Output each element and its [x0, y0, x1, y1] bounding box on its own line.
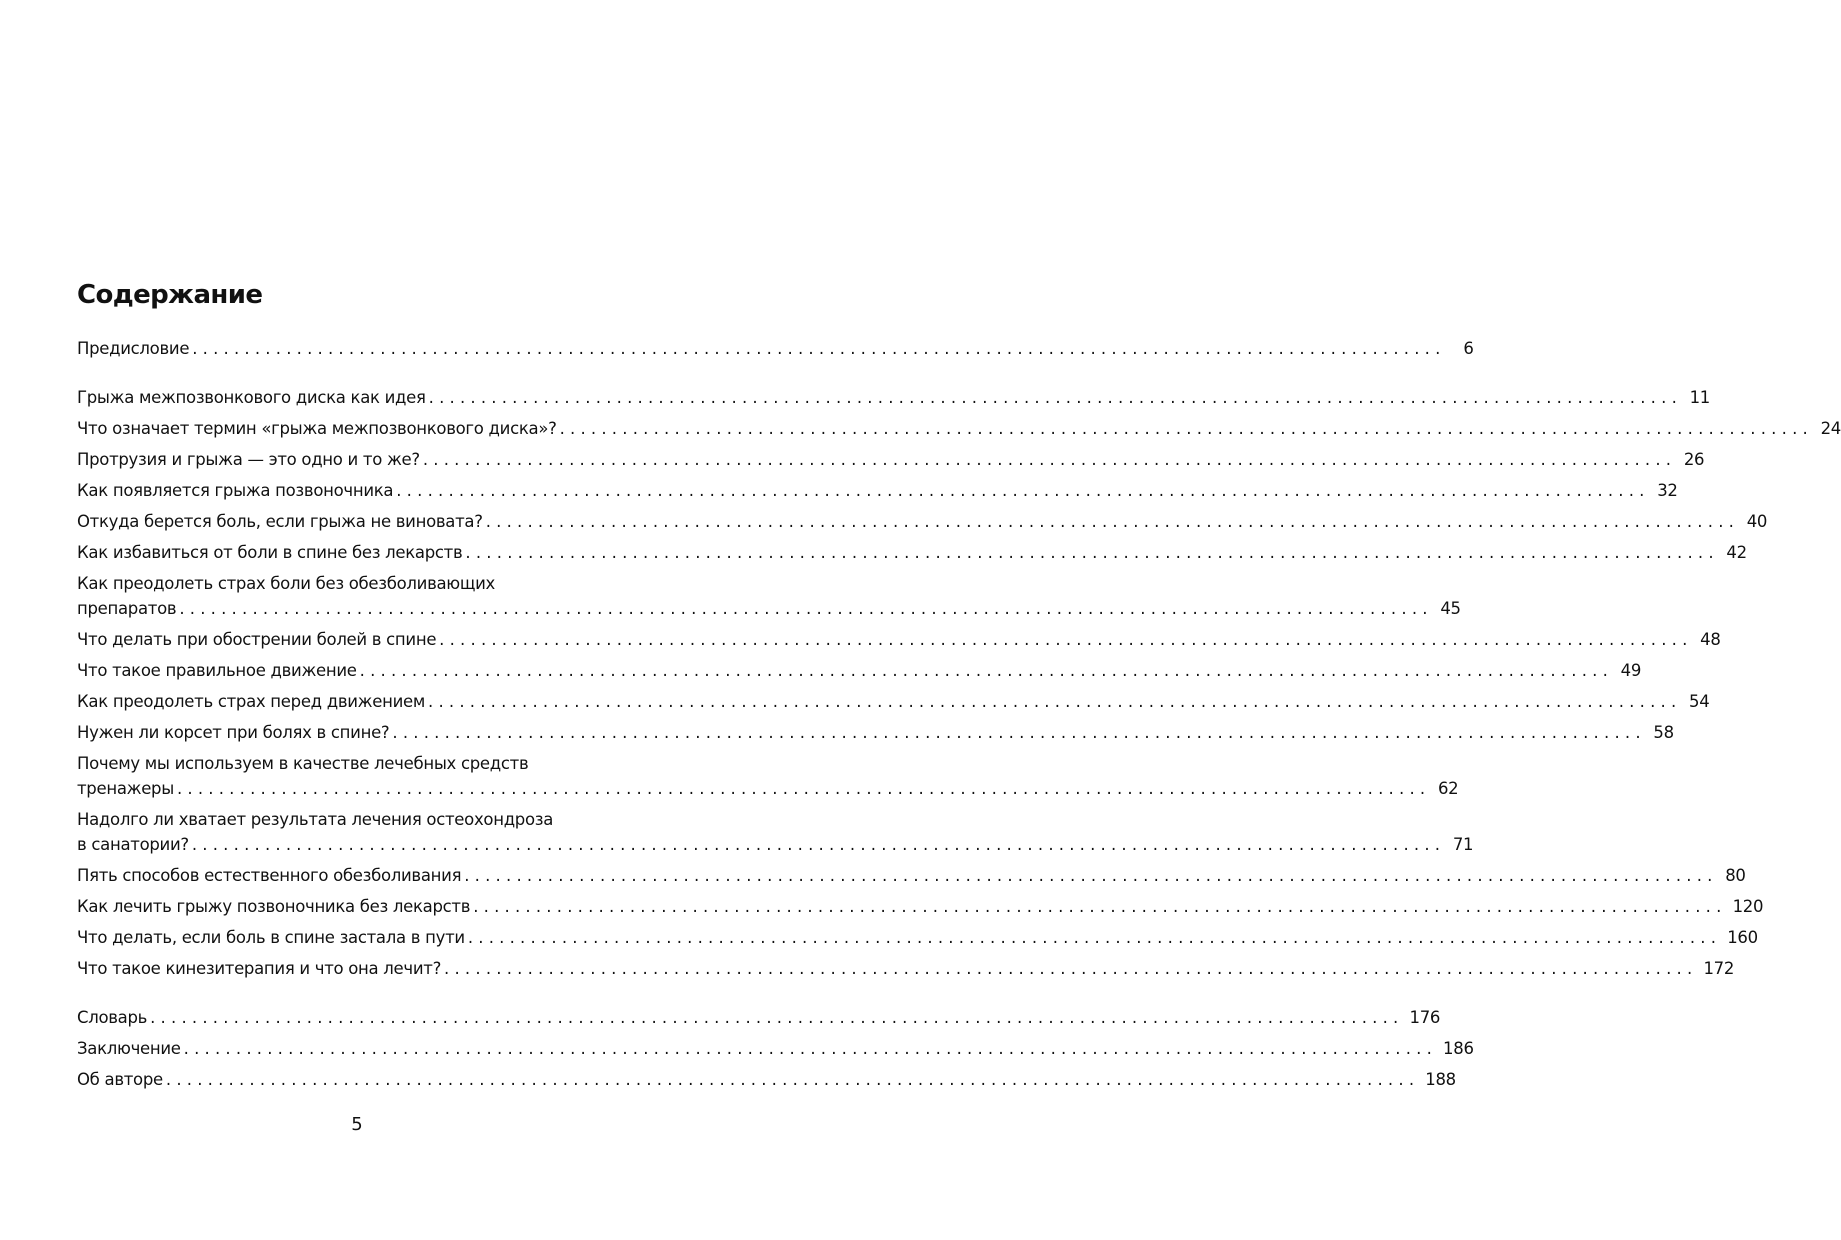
toc-entry-page: 186: [1443, 1039, 1474, 1058]
leader-dots: ........................................................................................................................: [485, 512, 1740, 531]
toc-entry-title-line: Почему мы используем в качестве лечебных средств: [77, 754, 529, 773]
toc-entry: [77, 540, 1747, 571]
toc-entry: [77, 807, 1474, 863]
toc-entry-title: Нужен ли корсет при болях в спине?: [77, 723, 390, 742]
toc-entry-page: 172: [1703, 959, 1735, 978]
toc-entry-title: Что такое правильное движение: [77, 661, 357, 680]
toc-entry: [77, 1067, 1456, 1098]
leader-dots: ........................................................................................................................: [150, 1008, 1404, 1027]
leader-dots: ........................................................................................................................: [467, 928, 1722, 947]
leader-dots: ........................................................................................................................: [392, 723, 1646, 742]
leader-dots: ........................................................................................................................: [444, 959, 1698, 978]
toc-entry: [77, 385, 1711, 416]
toc-entry-title: в санатории?: [77, 835, 189, 854]
toc-entry-title: Протрузия и грыжа — это одно и то же?: [77, 450, 420, 469]
toc-entry-page: 26: [1683, 450, 1705, 469]
toc-entry-page: 45: [1440, 599, 1461, 618]
leader-dots: ........................................................................................................................: [464, 866, 1718, 885]
toc-entry-title: Словарь: [77, 1008, 148, 1027]
toc-entry-page: 24: [1820, 419, 1841, 438]
toc-entry-page: 71: [1452, 835, 1474, 854]
toc-entry: [77, 336, 1474, 367]
toc-entry-page: 188: [1425, 1070, 1456, 1089]
toc-entry-title: тренажеры: [77, 779, 174, 798]
toc-entry: [77, 1036, 1474, 1067]
toc-entry-title: Как лечить грыжу позвоночника без лекарств: [77, 897, 471, 916]
toc-entry-title: Пять способов естественного обезболивания: [77, 866, 462, 885]
leader-dots: ........................................................................................................................: [359, 661, 1614, 680]
toc-entry-title: Как избавиться от боли в спине без лекарств: [77, 543, 463, 562]
leader-dots: ........................................................................................................................: [473, 897, 1727, 916]
toc-entry-title: Как преодолеть страх перед движением: [77, 692, 426, 711]
leader-dots: ........................................................................................................................: [465, 543, 1719, 562]
toc-entry: [77, 689, 1710, 720]
toc-entry-page: 42: [1726, 543, 1747, 562]
leader-dots: ........................................................................................................................: [179, 599, 1433, 618]
leader-dots: ........................................................................................................................: [428, 388, 1683, 407]
toc-entry: [77, 627, 1721, 658]
toc-entry: [77, 894, 1764, 925]
toc-entry: [77, 571, 1461, 627]
toc-entry: [77, 1005, 1441, 1036]
toc-entry-page: 48: [1700, 630, 1721, 649]
leader-dots: ........................................................................................................................: [439, 630, 1693, 649]
toc-entry-page: 80: [1725, 866, 1746, 885]
toc-entry-title: Как появляется грыжа позвоночника: [77, 481, 394, 500]
toc-entry-page: 49: [1620, 661, 1642, 680]
toc-entry-page: 176: [1409, 1008, 1441, 1027]
toc-entry: [77, 956, 1735, 987]
toc-entry-title-line: Надолго ли хватает результата лечения остеохондроза: [77, 810, 554, 829]
leader-dots: ........................................................................................................................: [191, 835, 1446, 854]
toc-entry: [77, 447, 1705, 478]
toc-entry-title: Что такое кинезитерапия и что она лечит?: [77, 959, 442, 978]
toc-entry-title: Что означает термин «грыжа межпозвонкового диска»?: [77, 419, 557, 438]
toc-entry-title: Что делать при обострении болей в спине: [77, 630, 437, 649]
toc-entry: [77, 925, 1758, 956]
toc-entry: [77, 416, 1841, 447]
toc-entry-title-line: Как преодолеть страх боли без обезболивающих: [77, 574, 496, 593]
toc-entry-title: Об авторе: [77, 1070, 163, 1089]
toc-entry-page: 54: [1689, 692, 1710, 711]
leader-dots: ........................................................................................................................: [422, 450, 1677, 469]
leader-dots: ........................................................................................................................: [165, 1070, 1420, 1089]
toc-entry-page: 120: [1732, 897, 1764, 916]
toc-entry-page: 6: [1463, 339, 1474, 358]
table-of-contents: [77, 336, 1841, 1098]
toc-entry: [77, 658, 1642, 689]
toc-entry-title: Грыжа межпозвонкового диска как идея: [77, 388, 426, 407]
leader-dots: ........................................................................................................................: [428, 692, 1682, 711]
leader-dots: ........................................................................................................................: [192, 339, 1446, 358]
toc-entry-title: Откуда берется боль, если грыжа не виновата?: [77, 512, 483, 531]
leader-dots: ........................................................................................................................: [559, 419, 1813, 438]
page-number: 5: [351, 1114, 363, 1135]
leader-dots: ........................................................................................................................: [183, 1039, 1438, 1058]
toc-entry: [77, 863, 1746, 894]
toc-entry-page: 32: [1657, 481, 1678, 500]
toc-entry-title: Предисловие: [77, 339, 190, 358]
toc-entry: [77, 478, 1678, 509]
toc-entry-page: 11: [1689, 388, 1711, 407]
toc-entry: [77, 720, 1674, 751]
toc-entry-page: 160: [1727, 928, 1758, 947]
toc-entry-title: Что делать, если боль в спине застала в пути: [77, 928, 465, 947]
toc-entry-title: препаратов: [77, 599, 177, 618]
page-title: Содержание: [77, 280, 263, 310]
toc-entry: [77, 751, 1459, 807]
toc-entry-page: 58: [1653, 723, 1674, 742]
leader-dots: ........................................................................................................................: [396, 481, 1650, 500]
toc-entry: [77, 509, 1768, 540]
leader-dots: ........................................................................................................................: [176, 779, 1431, 798]
toc-entry-page: 40: [1746, 512, 1768, 531]
toc-entry-page: 62: [1437, 779, 1459, 798]
toc-entry-title: Заключение: [77, 1039, 181, 1058]
